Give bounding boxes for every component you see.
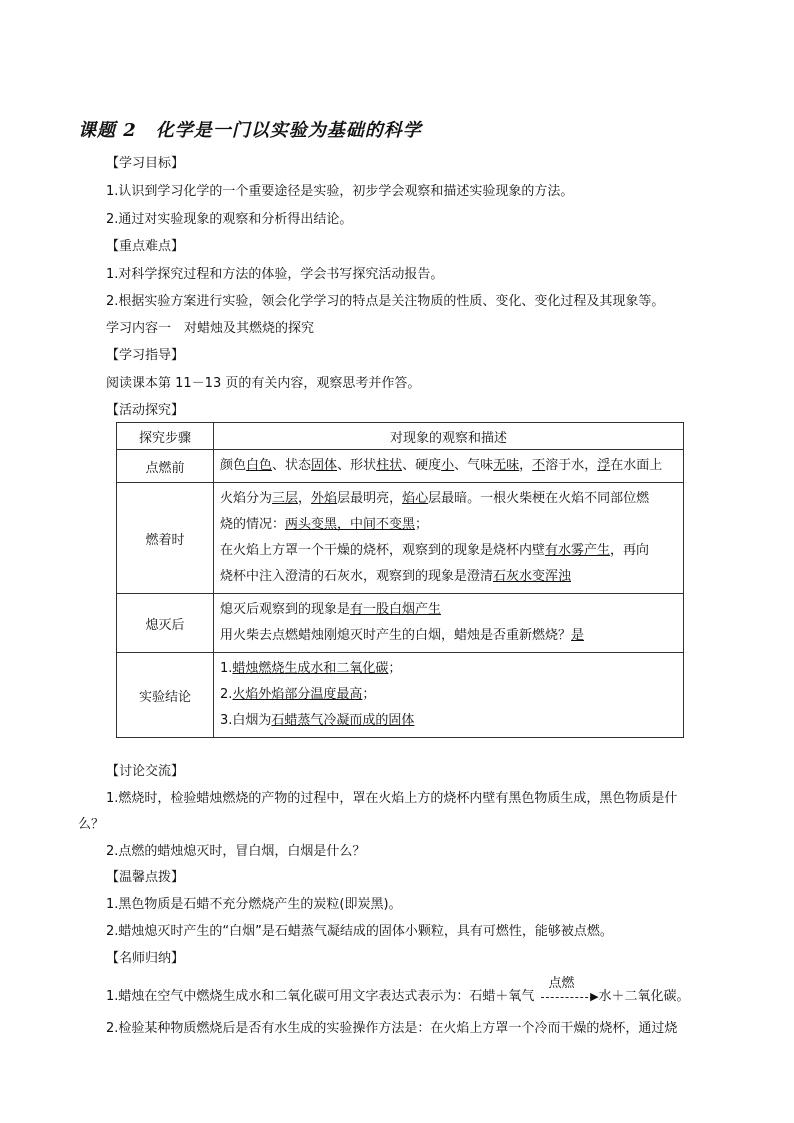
answer-text: 三层: [272, 491, 299, 506]
table-row: [117, 483, 684, 594]
reaction-condition: 点燃: [548, 975, 575, 991]
table-header-cell: 对现象的观察和描述: [214, 423, 684, 450]
answer-text: 小: [441, 458, 455, 473]
table-desc-cell: [214, 450, 684, 483]
answer-text: 不: [532, 458, 546, 473]
desc-text: 溶于水，: [545, 458, 598, 473]
table-row: [117, 450, 684, 483]
summary-item-1: [106, 975, 690, 1004]
reaction-arrow: [539, 975, 599, 1004]
table-row: [117, 594, 684, 653]
desc-text: ；: [415, 517, 429, 532]
content-heading-1: 学习内容一 对蜡烛及其燃烧的探究: [106, 321, 315, 336]
key-point-1: 1.对科学探究过程和方法的体验，学会书写探究活动报告。: [106, 267, 444, 282]
answer-text: 两头变黑，中间不变黑: [285, 517, 416, 532]
answer-text: 焰心: [402, 491, 429, 506]
discuss-item-1: 1.燃烧时，检验蜡烛燃烧的产物的过程中，罩在火焰上方的烧杯内壁有黑色物质生成，黑色物质是什: [106, 791, 678, 806]
desc-text: 在火焰上方罩一个干燥的烧杯，观察到的现象是烧杯内壁: [220, 543, 546, 558]
answer-text: 外焰: [311, 491, 338, 506]
section-heading-guide: 【学习指导】: [106, 348, 185, 363]
table-header-cell: 探究步骤: [117, 423, 214, 450]
desc-text: 层最暗。一根火柴梗在火焰不同部位燃: [428, 491, 650, 506]
desc-text: 2.: [220, 687, 233, 702]
goal-item-1: 1.认识到学习化学的一个重要途径是实验，初步学会观察和描述实验现象的方法。: [106, 184, 574, 199]
desc-text: 、形状: [337, 458, 377, 473]
desc-text: 3.白烟为: [220, 713, 272, 728]
discuss-item-1-cont: 么？: [78, 817, 105, 832]
section-heading-key-points: 【重点难点】: [106, 239, 185, 254]
desc-text: 火焰分为: [220, 491, 273, 506]
desc-text: 、硬度: [402, 458, 442, 473]
desc-text: ；: [388, 661, 402, 676]
arrow-right-icon: ▶: [590, 989, 599, 1003]
table-desc-cell: [214, 594, 684, 653]
desc-text: 在水面上: [610, 458, 663, 473]
answer-text: 火焰外焰部分温度最高: [232, 687, 363, 702]
arrow-line: [541, 997, 593, 998]
table-desc-cell: [214, 653, 684, 738]
desc-text: 烧杯中注入澄清的石灰水，观察到的现象是澄清: [220, 569, 494, 584]
table-step-cell: 实验结论: [117, 653, 214, 738]
table-step-cell: 点燃前: [117, 450, 214, 483]
guide-text: 阅读课本第 11－13 页的有关内容，观察思考并作答。: [106, 376, 421, 391]
answer-text: 柱状: [376, 458, 403, 473]
key-point-2: 2.根据实验方案进行实验，领会化学学习的特点是关注物质的性质、变化、变化过程及其现象等。: [106, 294, 665, 309]
activity-table: [116, 422, 684, 738]
summary-text: 水＋二氧化碳。: [598, 989, 690, 1004]
answer-text: 是: [571, 628, 585, 643]
desc-text: ，: [298, 491, 312, 506]
page-title: 课题 2 化学是一门以实验为基础的科学: [78, 120, 422, 141]
desc-text: ，: [519, 458, 533, 473]
desc-text: 、气味: [454, 458, 494, 473]
desc-text: 、状态: [272, 458, 312, 473]
answer-text: 石蜡蒸气冷凝而成的固体: [271, 713, 415, 728]
answer-text: 白色: [246, 458, 273, 473]
answer-text: 石灰水变浑浊: [493, 569, 572, 584]
desc-text: 用火柴去点燃蜡烛刚熄灭时产生的白烟，蜡烛是否重新燃烧？: [220, 628, 572, 643]
desc-text: ，再向: [610, 543, 650, 558]
summary-item-2: 2.检验某种物质燃烧后是否有水生成的实验操作方法是：在火焰上方罩一个冷而干燥的烧杯，通过烧: [106, 1021, 678, 1036]
table-step-cell: 熄灭后: [117, 594, 214, 653]
desc-text: 熄灭后观察到的现象是: [220, 602, 351, 617]
desc-text: 层最明亮，: [337, 491, 403, 506]
desc-text: 烧的情况：: [220, 517, 286, 532]
desc-text: 1.: [220, 661, 233, 676]
answer-text: 固体: [311, 458, 338, 473]
table-desc-cell: [214, 483, 684, 594]
answer-text: 蜡烛燃烧生成水和二氧化碳: [232, 661, 389, 676]
answer-text: 有一股白烟产生: [350, 602, 442, 617]
table-header-row: [117, 423, 684, 450]
goal-item-2: 2.通过对实验现象的观察和分析得出结论。: [106, 212, 353, 227]
section-heading-summary: 【名师归纳】: [106, 951, 185, 966]
table-row: [117, 653, 684, 738]
tip-item-2: 2.蜡烛熄灭时产生的“白烟”是石蜡蒸气凝结成的固体小颗粒，具有可燃性，能够被点燃。: [106, 924, 613, 939]
summary-text: 1.蜡烛在空气中燃烧生成水和二氧化碳可用文字表达式表示为：石蜡＋氧气: [106, 989, 535, 1004]
section-heading-discuss: 【讨论交流】: [106, 764, 185, 779]
section-heading-activity: 【活动探究】: [106, 403, 185, 418]
section-heading-tips: 【温馨点拨】: [106, 870, 185, 885]
discuss-item-2: 2.点燃的蜡烛熄灭时，冒白烟，白烟是什么？: [106, 844, 366, 859]
answer-text: 无味: [493, 458, 520, 473]
tip-item-1: 1.黑色物质是石蜡不充分燃烧产生的炭粒(即炭黑)。: [106, 897, 402, 912]
desc-text: 颜色: [220, 458, 247, 473]
section-heading-goals: 【学习目标】: [106, 156, 185, 171]
desc-text: ；: [362, 687, 376, 702]
answer-text: 浮: [597, 458, 611, 473]
table-step-cell: 燃着时: [117, 483, 214, 594]
answer-text: 有水雾产生: [545, 543, 611, 558]
